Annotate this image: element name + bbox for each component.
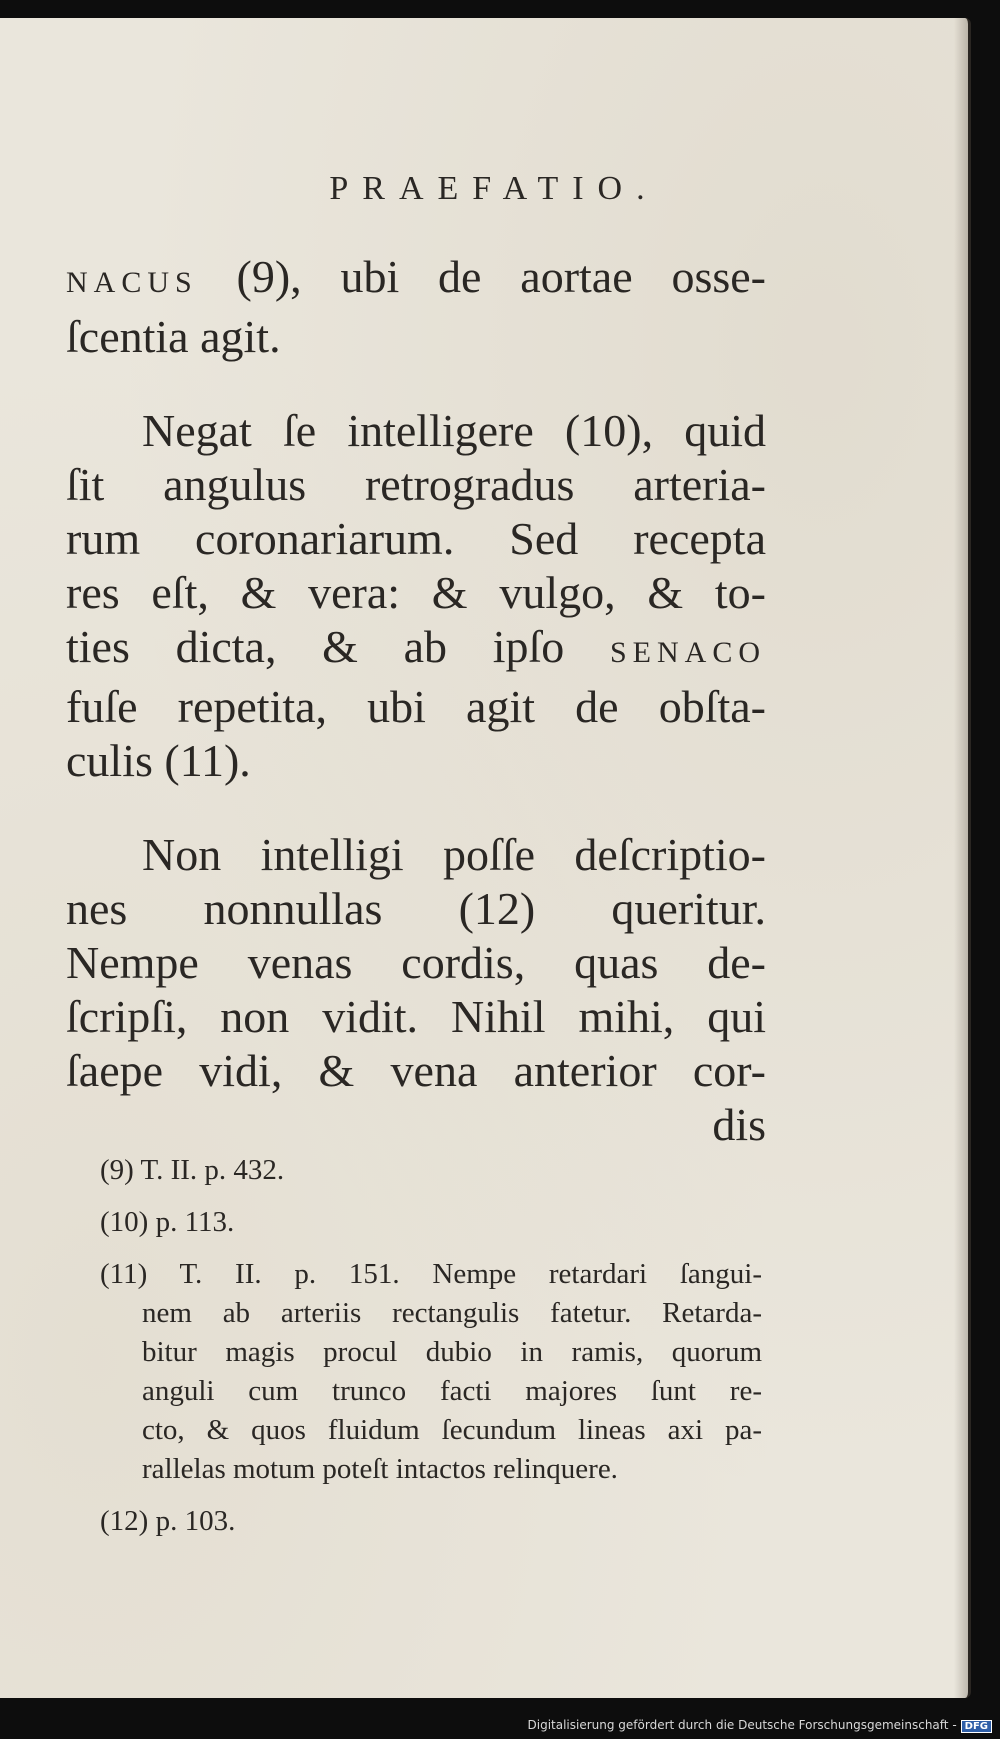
footnotes	[100, 1151, 762, 1554]
text-line: ſcripſi, non vidit. Nihil mihi, qui	[66, 991, 766, 1042]
main-text	[66, 250, 766, 1152]
text-line: ſcentia agit.	[66, 311, 281, 362]
text-line: NACUS (9), ubi de aortae osse-	[66, 251, 766, 302]
text-line: Negat ſe intelligere (10), quid	[142, 405, 766, 456]
footnote-line: (12) p. 103.	[100, 1505, 236, 1537]
book-page	[0, 18, 971, 1698]
footnote-line: (9) T. II. p. 432.	[100, 1154, 285, 1186]
footnote-line: anguli cum trunco facti majores ſunt re-	[142, 1375, 762, 1407]
footnote	[100, 1502, 762, 1541]
text-line: res eſt, & vera: & vulgo, & to-	[66, 567, 766, 618]
text-line: rum coronariarum. Sed recepta	[66, 513, 766, 564]
paragraph	[66, 250, 766, 364]
text-line: culis (11).	[66, 735, 251, 786]
footnote	[100, 1203, 762, 1242]
footnote-line: (11) T. II. p. 151. Nempe retardari ſangui-	[100, 1258, 762, 1290]
small-caps-name: SENACO	[609, 636, 766, 669]
small-caps-name: NACUS	[66, 266, 198, 299]
text-line: nes nonnullas (12) queritur.	[66, 883, 766, 934]
text-line: Nempe venas cordis, quas de-	[66, 937, 766, 988]
footnote	[100, 1151, 762, 1190]
text-line: fuſe repetita, ubi agit de obſta-	[66, 681, 766, 732]
page-edge-shadow	[954, 18, 968, 1698]
footnote-line: (10) p. 113.	[100, 1206, 235, 1238]
footnote-line: bitur magis procul dubio in ramis, quorum	[142, 1336, 762, 1368]
text-line: Non intelligi poſſe deſcriptio-	[142, 829, 766, 880]
paragraph	[66, 828, 766, 1152]
dfg-logo: DFG	[961, 1720, 992, 1733]
footnote-line: cto, & quos fluidum ſecundum lineas axi pa-	[142, 1414, 762, 1446]
footnote-line: nem ab arteriis rectangulis fatetur. Retarda-	[142, 1297, 762, 1329]
text-line: ſit angulus retrogradus arteria-	[66, 459, 766, 510]
footnote-line: rallelas motum poteſt intactos relinquere.	[142, 1453, 618, 1485]
credit-text: Digitalisierung gefördert durch die Deutsche Forschungsgemeinschaft -	[527, 1718, 957, 1732]
digitization-credit	[0, 1718, 992, 1733]
text-line: ſaepe vidi, & vena anterior cor-	[66, 1045, 766, 1096]
paragraph	[66, 404, 766, 788]
footnote	[100, 1255, 762, 1489]
catchword: dis	[712, 1099, 766, 1150]
running-header: PRAEFATIO.	[329, 170, 659, 207]
text-line: ties dicta, & ab ipſo SENACO	[66, 621, 766, 672]
